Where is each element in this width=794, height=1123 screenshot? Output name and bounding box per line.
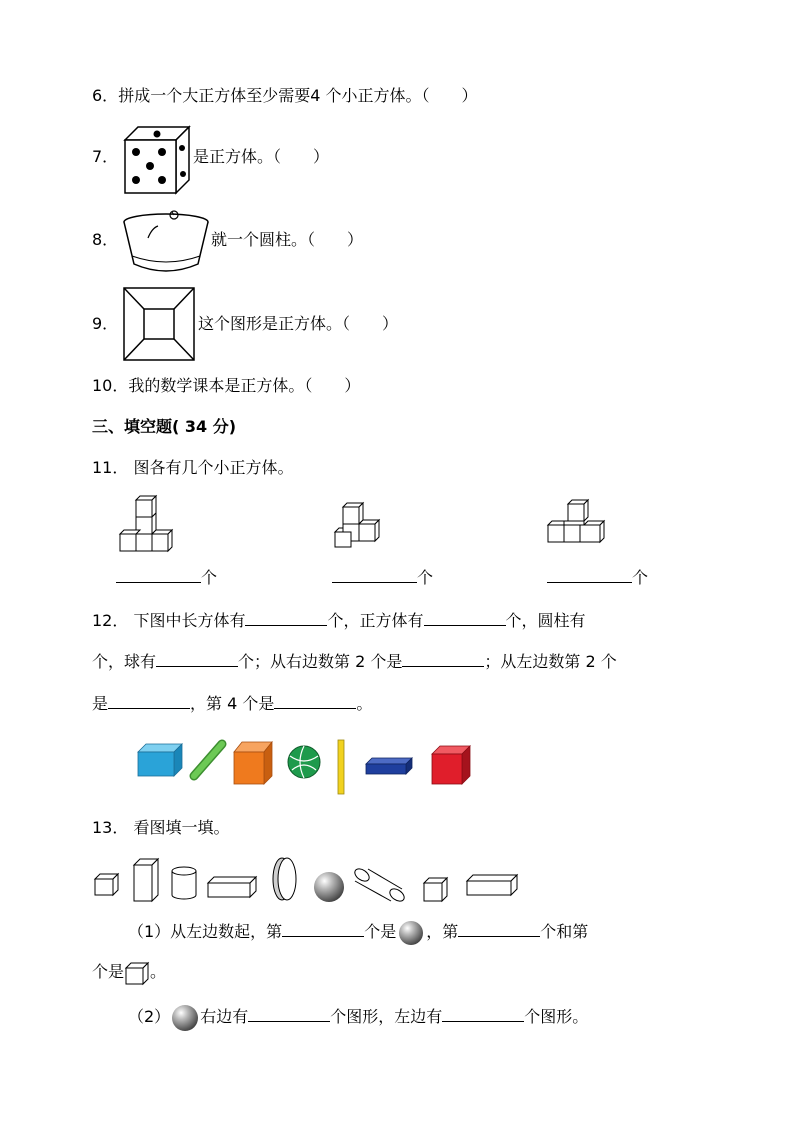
question-number: 11． <box>92 458 129 477</box>
cube-stack-figure-2 <box>333 501 381 549</box>
question-11 <box>92 456 293 480</box>
answer-blank[interactable] <box>108 690 190 709</box>
question-7-number: 7． <box>92 147 119 166</box>
red-cube <box>432 746 470 784</box>
q13-part2: （2） 右边有 个图形，左边有 个图形。 <box>128 1003 588 1032</box>
cube-stack-figure-3 <box>546 498 608 550</box>
frustum-top-view-image <box>122 286 196 362</box>
lying-cylinder <box>353 866 407 903</box>
yellow-cylinder-stick <box>338 740 344 794</box>
answer-blank[interactable] <box>332 564 417 583</box>
cube-icon <box>124 961 150 985</box>
cube-stack-figure-1 <box>118 494 180 554</box>
question-12-line-1: 12． 下图中长方体有 个，正方体有 个，圆柱有 <box>92 607 586 633</box>
navy-flat-cuboid <box>366 758 412 774</box>
outline-shapes-row <box>92 855 522 905</box>
sphere-icon <box>396 920 426 946</box>
answer-blank[interactable] <box>156 648 238 667</box>
question-13: 13． 看图填一填。 <box>92 818 230 837</box>
answer-blank[interactable] <box>402 648 484 667</box>
question-number: 6． <box>92 86 119 105</box>
q11-answer-2: 个 <box>332 564 433 590</box>
colored-shapes-row <box>136 738 476 798</box>
question-text: 图各有几个小正方体。 <box>133 458 294 477</box>
blue-cuboid <box>138 744 182 776</box>
dice-cube-image <box>122 124 192 194</box>
q11-answer-3: 个 <box>547 564 648 590</box>
answer-blank[interactable] <box>458 918 540 937</box>
section-heading: 三、填空题( 34 分) <box>92 417 237 436</box>
q13-part1-line1: （1）从左边数起，第 个是 ，第 个和第 <box>128 918 588 946</box>
answer-blank[interactable] <box>282 918 364 937</box>
sphere <box>314 872 344 902</box>
question-number: 10． <box>92 376 129 395</box>
disk-cylinder <box>273 858 296 900</box>
small-cube-2 <box>424 878 447 901</box>
answer-blank[interactable] <box>424 607 506 626</box>
cylinder <box>172 867 196 899</box>
green-cylinder-stick <box>194 744 222 776</box>
answer-blank[interactable] <box>116 564 201 583</box>
green-ball <box>288 746 320 778</box>
bucket-image <box>122 208 210 274</box>
question-9-text: 这个图形是正方体。（ ） <box>198 314 399 333</box>
question-8-text: 就一个圆柱。（ ） <box>211 230 364 249</box>
orange-cube <box>234 742 272 784</box>
tall-cuboid <box>134 859 158 901</box>
question-10 <box>92 374 360 398</box>
question-text: 拼成一个大正方体至少需要4 个小正方体。（ ） <box>118 86 478 105</box>
sphere-icon <box>170 1004 200 1032</box>
question-12-line-2: 个，球有 个；从右边数第 2 个是 ；从左边数第 2 个 <box>92 648 617 674</box>
q11-answer-1: 个 <box>116 564 217 590</box>
question-text: 我的数学课本是正方体。（ ） <box>128 376 361 395</box>
answer-blank[interactable] <box>274 690 356 709</box>
question-12-line-3: 是 ，第 4 个是 。 <box>92 690 372 716</box>
answer-blank[interactable] <box>245 607 327 626</box>
question-6 <box>92 84 477 108</box>
answer-blank[interactable] <box>442 1003 524 1022</box>
question-7-text: 是正方体。（ ） <box>193 147 330 166</box>
flat-cuboid <box>208 877 256 897</box>
answer-blank[interactable] <box>248 1003 330 1022</box>
question-8-number: 8． <box>92 230 119 249</box>
question-9-number: 9． <box>92 314 119 333</box>
flat-cuboid-2 <box>467 875 517 895</box>
q13-part1-line2: 个是 。 <box>92 960 166 985</box>
answer-blank[interactable] <box>547 564 632 583</box>
small-cube <box>95 874 118 895</box>
